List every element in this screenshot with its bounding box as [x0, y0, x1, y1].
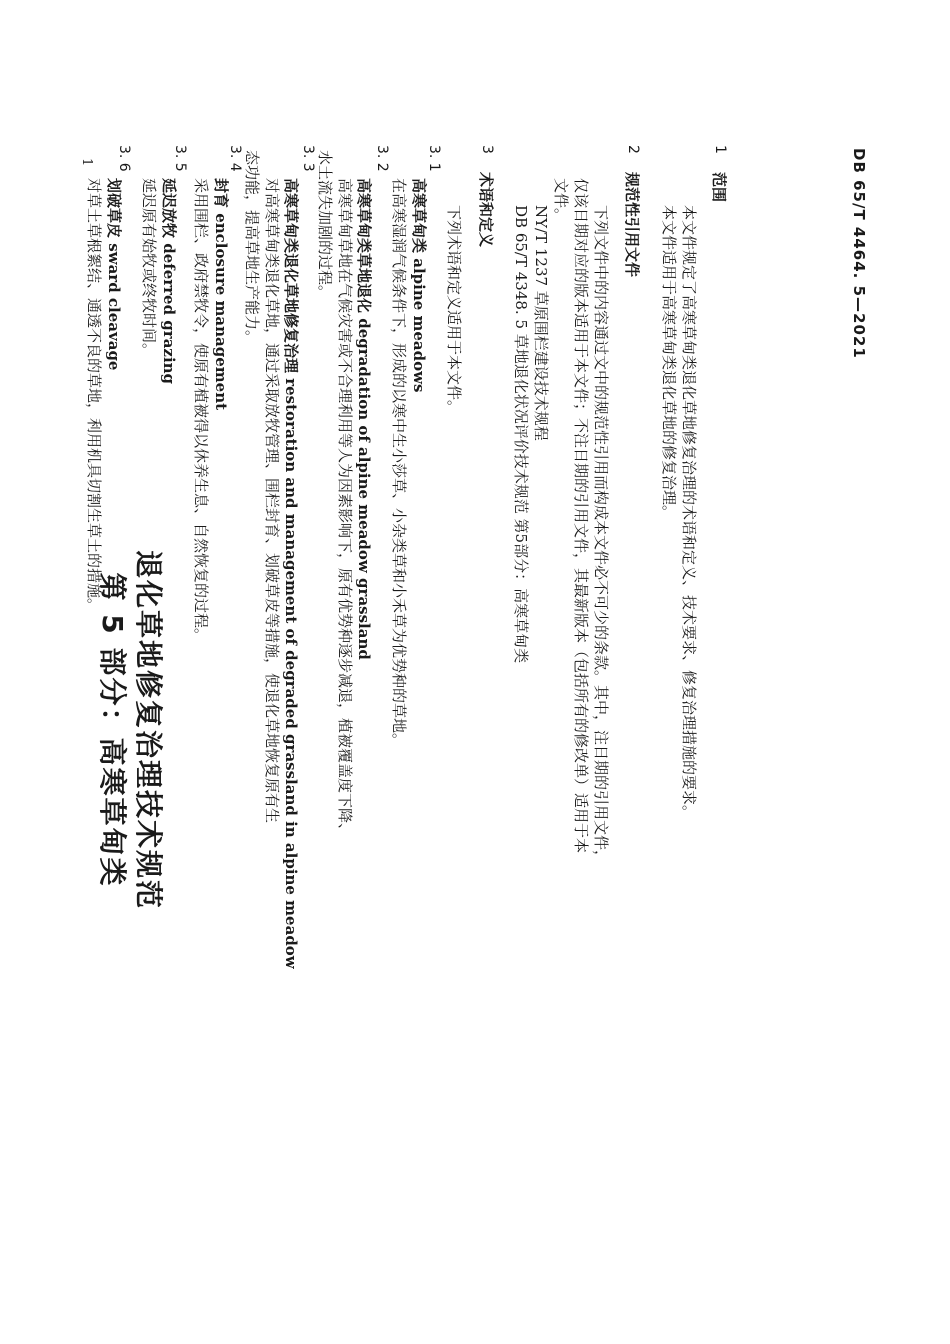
term-3-1-number: 3. 1: [426, 145, 442, 172]
document-title: 退化草地修复治理技术规范: [132, 549, 165, 910]
section-2-paragraph-line-2: 仅该日期对应的版本适用于本文件；不注日期的引用文件，其最新版本（包括所有的修改单）适用于本: [572, 178, 590, 854]
term-3-1-definition: 在高寒湿润气候条件下，形成的以寒中生小莎草、小杂类草和小禾草为优势种的草地。: [390, 178, 408, 749]
term-3-5-definition: 延迟原有始牧或终牧时间。: [140, 178, 158, 359]
reference-1: NY/T 1237 草原围栏建设技术规程: [532, 205, 550, 441]
page-number: 1: [79, 158, 94, 167]
term-3-4-title: 封育 enclosure management: [212, 178, 230, 411]
section-1-paragraph-1: 本文件规定了高寒草甸类退化草地修复治理的术语和定义、技术要求、修复治理措施的要求。: [680, 205, 698, 821]
section-1-number: 1: [712, 145, 728, 154]
section-2-number: 2: [625, 145, 641, 154]
term-3-3-number: 3. 3: [300, 145, 316, 172]
term-3-6-definition: 对草土草根絮结、通透不良的草地，利用机具切割生草土的措施。: [85, 178, 103, 614]
term-3-2-definition-line-2: 水土流失加剧的过程。: [316, 150, 334, 301]
reference-2: DB 65/T 4348. 5 草地退化状况评价技术规范 第5部分：高寒草甸类: [512, 205, 530, 664]
term-3-3-title: 高寒草甸类退化草地修复治理 restoration and management of degraded grassland in alpine meadow: [282, 178, 300, 969]
section-2-heading: 规范性引用文件: [623, 172, 641, 278]
term-3-1-title: 高寒草甸类 alpine meadows: [410, 178, 428, 393]
term-3-2-title: 高寒草甸类草地退化 degradation of alpine meadow grassland: [355, 178, 373, 660]
term-3-4-definition: 采用围栏、政府禁牧令，使原有植被得以休养生息、自然恢复的过程。: [192, 178, 210, 644]
section-2-paragraph-line-3: 文件。: [552, 178, 570, 224]
section-2-paragraph-line-1: 下列文件中的内容通过文中的规范性引用而构成本文件必不可少的条款。其中，注日期的引用文件，: [592, 205, 610, 866]
term-3-4-number: 3. 4: [227, 145, 243, 172]
section-3-intro: 下列术语和定义适用于本文件。: [445, 205, 463, 416]
term-3-2-number: 3. 2: [374, 145, 390, 172]
term-3-3-definition-line-1: 对高寒草甸类退化草地，通过采取放牧管理、围栏封育、划破草皮等措施，使退化草地恢复原有生: [263, 178, 281, 824]
document-subtitle: 第 5 部分：高寒草甸类: [96, 572, 129, 888]
section-3-heading: 术语和定义: [477, 172, 495, 248]
section-1-heading: 范围: [710, 172, 728, 203]
standard-code: DB 65/T 4464. 5—2021: [850, 148, 868, 359]
section-3-number: 3: [479, 145, 495, 154]
term-3-2-definition-line-1: 高寒草甸草地在气候灾害或不合理利用等人为因素影响下，原有优势种逐步减退，植被覆盖度下降、: [336, 178, 354, 839]
term-3-3-definition-line-2: 态功能，提高草地生产能力。: [243, 150, 261, 346]
section-1-paragraph-2: 本文件适用于高寒草甸类退化草地的修复治理。: [660, 205, 678, 521]
term-3-6-title: 划破草皮 sward cleavage: [105, 178, 123, 371]
term-3-6-number: 3. 6: [116, 145, 132, 172]
term-3-5-number: 3. 5: [172, 145, 188, 172]
term-3-5-title: 延迟放牧 deferred grazing: [160, 178, 178, 385]
